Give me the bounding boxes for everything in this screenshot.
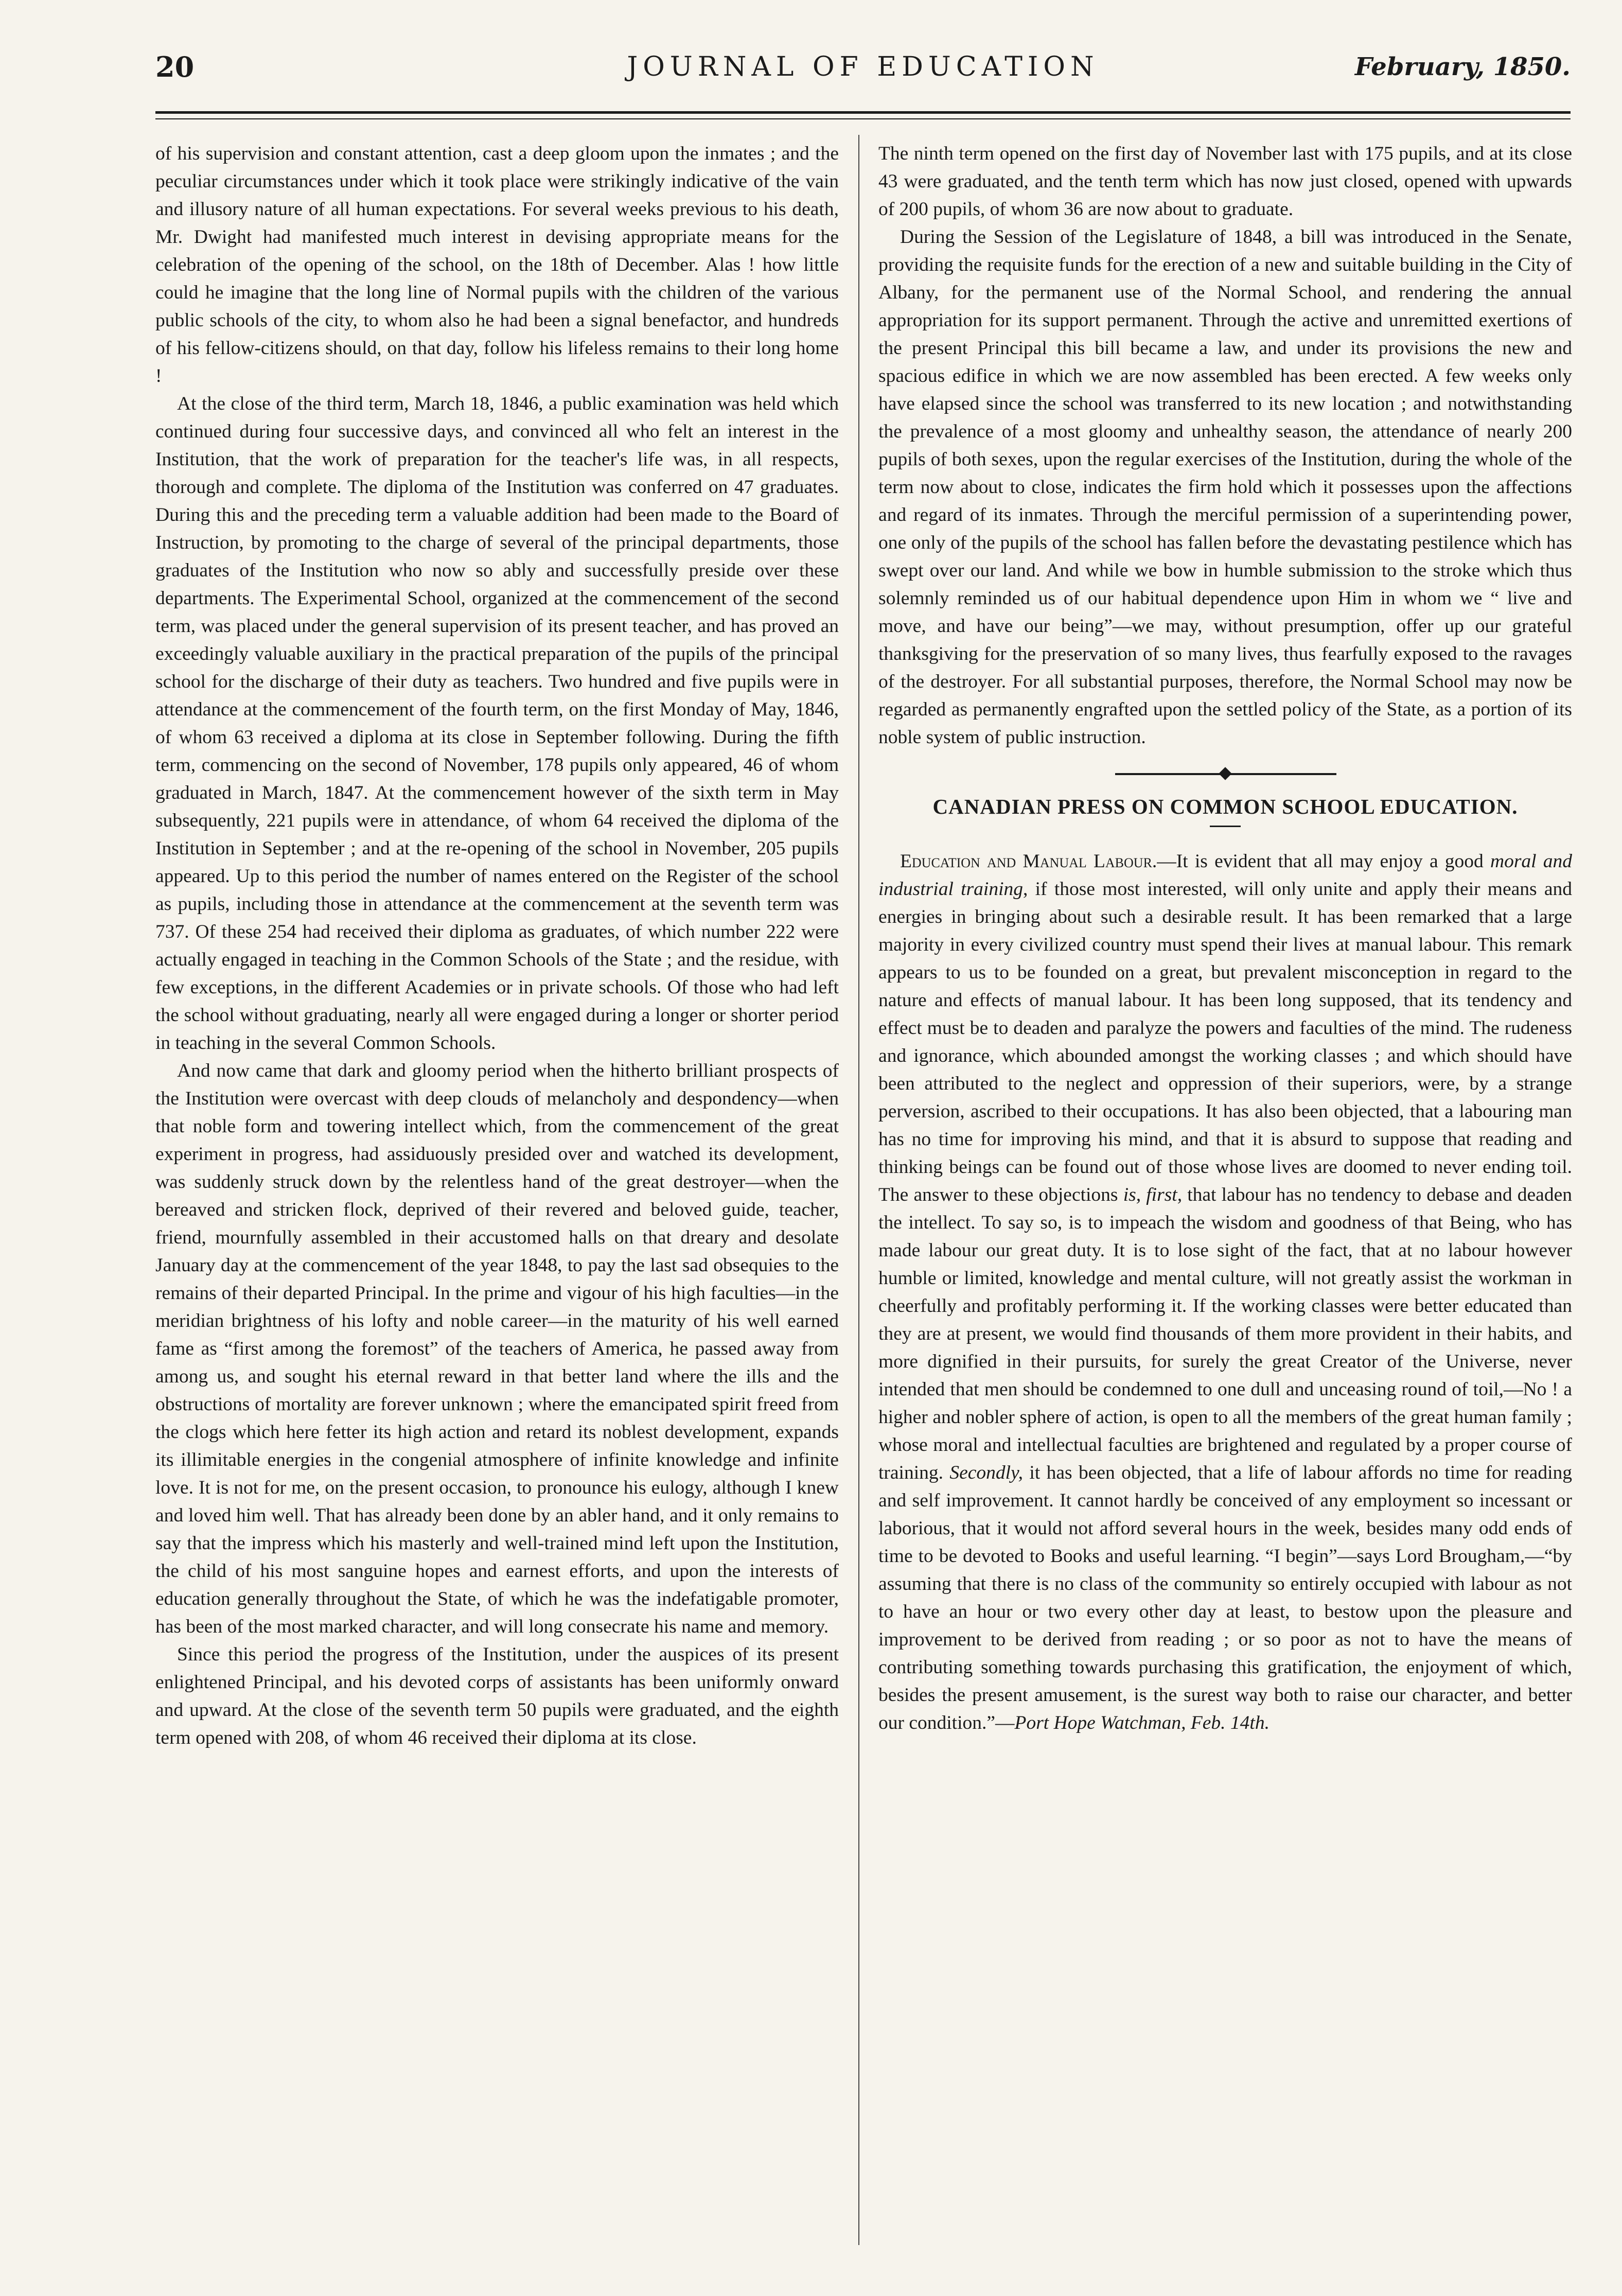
right-column <box>878 140 1572 2250</box>
paragraph: During the Session of the Legislature of 1848, a bill was introduced in the Senate, providing the requisite funds for the erection of a new and suitable building in the City of Albany, for the permanent use of the Normal School, and rendering the annual appropriation for its support permanent. Through the active and unremitted exertions of the present Principal this bill became a law, and under its provisions the new and spacious edifice in which we are now assembled has been erected. A few weeks only have elapsed since the school was transferred to its new location ; and notwithstanding the prevalence of a most gloomy and unhealthy season, the attendance of nearly 200 pupils of both sexes, upon the regular exercises of the Institution, during the whole of the term now about to close, indicates the firm hold which it possesses upon the affections and regard of its inmates. Through the merciful permission of a superintending power, one only of the pupils of the school has fallen before the devastating pestilence which has swept over our land. And while we bow in humble submission to the stroke which thus solemnly reminded us of our habitual dependence upon Him in whom we “ live and move, and have our being”—we may, without presumption, offer up our grateful thanksgiving for the preservation of so many lives, thus fearfully exposed to the ravages of the destroyer. For all substantial purposes, therefore, the Normal School may now be regarded as permanently engrafted upon the settled policy of the State, as a portion of its noble system of public instruction. <box>878 226 1572 748</box>
header-rule-thin <box>155 118 1571 119</box>
paragraph: At the close of the third term, March 18, 1846, a public examination was held which continued during four successive days, and convinced all who felt an interest in the Institution, that the work of preparation for the teacher's life was, in all respects, thorough and complete. The diploma of the Institution was conferred on 47 graduates. During this and the preceding term a valuable addition had been made to the Board of Instruction, by promoting to the charge of several of the principal departments, those graduates of the Institution who now so ably and successfully preside over these departments. The Experimental School, organized at the commencement of the second term, was placed under the general supervision of its present teacher, and has proved an exceedingly valuable auxiliary in the practical preparation of the pupils of the principal school for the discharge of their duty as teachers. Two hundred and five pupils were in attendance at the commencement of the fourth term, on the first Monday of May, 1846, of whom 63 received a diploma at its close in September following. During the fifth term, commencing on the second of November, 178 pupils only appeared, 46 of whom graduated in March, 1847. At the commencement however of the sixth term in May subsequently, 221 pupils were in attendance, of whom 64 received the diploma of the Institution in September ; and at the re-opening of the school in November, 205 pupils appeared. Up to this period the number of names entered on the Register of the school as pupils, including those in attendance at the commencement at the seventh term was 737. Of these 254 had received their diploma as graduates, of which number 222 were actually engaged in teaching in the Common Schools of the State ; and the residue, with few exceptions, in the different Academies or in private schools. Of those who had left the school without graduating, nearly all were engaged during a longer or shorter period in teaching in the several Common Schools. <box>155 393 839 1054</box>
issue-date: February, 1850. <box>1354 52 1571 81</box>
article-lead-heading: Education and Manual Labour. <box>900 851 1157 872</box>
article-text: , if those most interested, will only unite and apply their means and energies in bringing about such a desirable result. It has been remarked that a large majority in every civilized country must spend their lives at manual labour. This remark appears to us to be founded on a great, but prevalent misconception in regard to the nature and effects of manual labour. It has been long supposed, that its tendency and effect must be to deaden and paralyze the powers and faculties of the mind. The rudeness and ignorance, which abounded amongst the working classes ; and which should have been attributed to the neglect and oppression of their superiors, were, by a strange perversion, ascribed to their occupations. It has also been objected, that a labouring man has no time for improving his mind, and that it is absurd to suppose that reading and thinking beings can be found out of those whose lives are doomed to never ending toil. The answer to these objections <box>878 879 1572 1205</box>
article-text: —It is evident that all may enjoy a good <box>1157 851 1490 872</box>
header-rule-thick <box>155 111 1571 114</box>
page-number: 20 <box>155 50 195 83</box>
section-title: CANADIAN PRESS ON COMMON SCHOOL EDUCATION. <box>932 795 1518 818</box>
section-ornament <box>878 760 1572 791</box>
article-emphasis: Secondly, <box>949 1462 1024 1483</box>
page-header <box>155 50 1571 92</box>
article-paragraph <box>878 848 1572 1737</box>
paragraph: And now came that dark and gloomy period when the hitherto brilliant prospects of the Institution were overcast with deep clouds of melancholy and despondency—when that noble form and towering intellect which, from the commencement of the great experiment in progress, had assiduously presided over and watched its development, was suddenly struck down by the relentless hand of the great destroyer—when the bereaved and stricken flock, deprived of their revered and beloved guide, teacher, friend, mournfully assembled in their accustomed halls on that dreary and desolate January day at the commencement of the year 1848, to pay the last sad obsequies to the remains of their departed Principal. In the prime and vigour of his high faculties—in the meridian brightness of his lofty and noble career—in the maturity of his well earned fame as “first among the foremost” of the teachers of America, he passed away from among us, and sought his eternal reward in that better land where the ills and the obstructions of mortality are forever unknown ; where the emancipated spirit freed from the clogs which here fetter its high action and retard its noblest development, expands its illimitable energies in the congenial atmosphere of infinite knowledge and infinite love. It is not for me, on the present occasion, to pronounce his eulogy, although I knew and loved him well. That has already been done by an abler hand, and it only remains to say that the impress which his masterly and well-trained mind left upon the Institution, the child of his most sanguine hopes and earnest efforts, and upon the interests of education generally throughout the State, of which he was the indefatigable promoter, has been of the most marked character, and will long consecrate his name and memory. <box>155 1060 839 1637</box>
paragraph: Since this period the progress of the Institution, under the auspices of its present enlightened Principal, and his devoted corps of assistants has been uniformly onward and upward. At the close of the seventh term 50 pupils were graduated, and the eighth term opened with 208, of whom 46 received their diploma at its close. <box>155 1644 839 1748</box>
section-title-rule <box>1210 826 1241 827</box>
diamond-icon <box>1219 767 1231 780</box>
journal-title: JOURNAL OF EDUCATION <box>627 51 1099 82</box>
article-source: Port Hope Watchman, Feb. 14th. <box>1014 1712 1270 1733</box>
article-text: it has been objected, that a life of labour affords no time for reading and self improvement. It cannot hardly be conceived of any employment so incessant or laborious, that it would not afford several hours in the week, besides many odd ends of time to be devoted to Books and useful learning. “I begin”—says Lord Brougham,—“by assuming that there is no class of the community so entirely occupied with labour as not to have an hour or two every other day at least, to bestow upon the pleasure and improvement to be derived from reading ; or so poor as not to have the means of contributing something towards purchasing this gratification, the enjoyment of which, besides the present amusement, is the surest way both to raise our character, and better our condition.”— <box>878 1462 1572 1733</box>
left-column <box>155 140 839 2250</box>
article-emphasis: is, first, <box>1123 1184 1183 1205</box>
article-text: that labour has no tendency to debase and deaden the intellect. To say so, is to impeach the wisdom and goodness of that Being, who has made labour our great duty. It is to lose sight of the fact, that at no labour however humble or limited, knowledge and mental culture, will not greatly assist the workman in cheerfully and profitably performing it. If the working classes were better educated than they are at present, we would find thousands of them more provident in their habits, and more dignified in their pursuits, for surely the great Creator of the Universe, never intended that men should be condemned to one dull and unceasing round of toil,—No ! a higher and nobler sphere of action, is open to all the members of the great human family ; whose moral and intellectual faculties are brightened and regulated by a proper course of training. <box>878 1184 1572 1483</box>
column-divider <box>858 135 859 2245</box>
article-emphasis: moral and industrial training <box>878 851 1572 900</box>
paragraph: of his supervision and constant attention, cast a deep gloom upon the inmates ; and the peculiar circumstances under which it took place were strikingly indicative of the vain and illusory nature of all human expectations. For several weeks previous to his death, Mr. Dwight had manifested much interest in devising appropriate means for the celebration of the opening of the school, on the 18th of December. Alas ! how little could he imagine that the long line of Normal pupils with the children of the various public schools of the city, to whom also he had been a signal benefactor, and hundreds of his fellow-citizens should, on that day, follow his lifeless remains to their long home ! <box>155 143 839 387</box>
paragraph: The ninth term opened on the first day of November last with 175 pupils, and at its close 43 were graduated, and the tenth term which has now just closed, opened with upwards of 200 pupils, of whom 36 are now about to graduate. <box>878 143 1572 220</box>
